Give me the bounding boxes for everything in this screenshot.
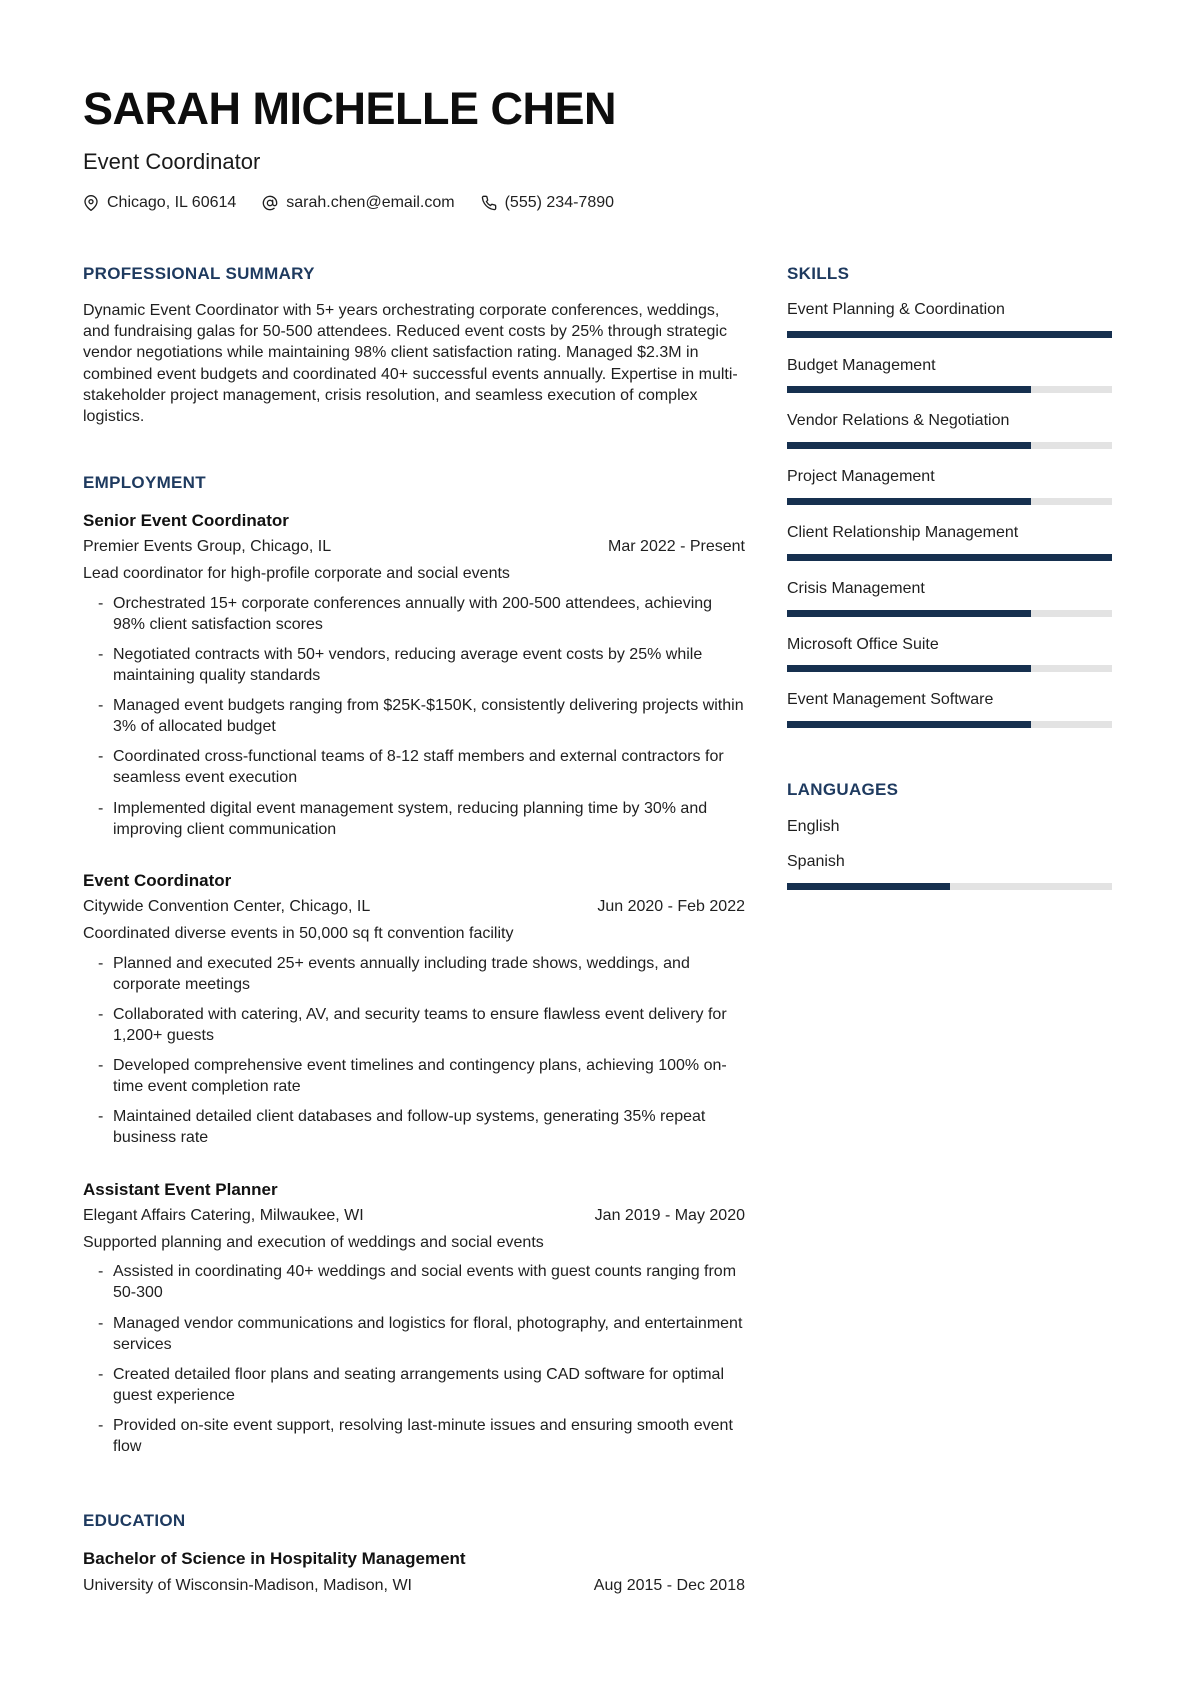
job-title: Senior Event Coordinator: [83, 510, 289, 530]
skill-bar-fill: [787, 610, 1031, 617]
education-degree: Bachelor of Science in Hospitality Management: [83, 1548, 466, 1568]
job-bullets: [98, 953, 745, 1149]
skill-bar-track: [787, 554, 1112, 561]
skill-label: Crisis Management: [787, 579, 925, 597]
job-title: Event Coordinator: [83, 870, 232, 890]
education-school: University of Wisconsin-Madison, Madison, WI: [83, 1576, 412, 1594]
job-bullet: - Orchestrated 15+ corporate conferences annually with 200-500 attendees, achieving 98% client satisfaction scores: [98, 593, 745, 635]
education-dates: Aug 2015 - Dec 2018: [593, 1576, 745, 1594]
job-dates: Jun 2020 - Feb 2022: [597, 898, 745, 916]
job-meta-row: [83, 537, 745, 558]
language-list: [787, 817, 1112, 891]
contact-row: [83, 194, 1112, 212]
resume-header: [83, 84, 1112, 212]
contact-location-text: Chicago, IL 60614: [107, 193, 237, 211]
job-bullet: - Planned and executed 25+ events annually including trade shows, weddings, and corporate meetings: [98, 953, 745, 995]
job-bullet: - Managed vendor communications and logistics for floral, photography, and entertainment services: [98, 1313, 745, 1355]
candidate-name: SARAH MICHELLE CHEN: [83, 83, 617, 134]
skill-item: [787, 690, 1112, 728]
contact-email-text: sarah.chen@email.com: [286, 193, 455, 211]
skill-bar-track: [787, 331, 1112, 338]
skill-bar-track: [787, 665, 1112, 672]
skill-label: Budget Management: [787, 356, 936, 374]
skill-label: Vendor Relations & Negotiation: [787, 412, 1010, 430]
skills-heading: SKILLS: [787, 263, 850, 283]
skill-bar-fill: [787, 442, 1031, 449]
employment-heading: EMPLOYMENT: [83, 473, 206, 493]
job-dates: Jan 2019 - May 2020: [594, 1206, 745, 1224]
skill-label: Project Management: [787, 468, 935, 486]
skill-item: [787, 852, 1112, 890]
skill-bar-fill: [787, 498, 1031, 505]
skill-bar-fill: [787, 331, 1112, 338]
skill-label: Client Relationship Management: [787, 524, 1019, 542]
skill-item: [787, 411, 1112, 449]
job-meta-row: [83, 1206, 745, 1227]
skill-bar-fill: [787, 721, 1031, 728]
skill-label: Event Planning & Coordination: [787, 300, 1005, 318]
skill-bar-fill: [787, 554, 1112, 561]
job-title: Assistant Event Planner: [83, 1179, 278, 1199]
skill-label: Spanish: [787, 853, 845, 871]
job-meta-row: [83, 897, 745, 918]
job-bullet: - Managed event budgets ranging from $25K-$150K, consistently delivering projects within 3% of allocated budget: [98, 695, 745, 737]
education-meta-row: [83, 1576, 745, 1597]
job-bullet: - Assisted in coordinating 40+ weddings and social events with guest counts ranging from 50-300: [98, 1261, 745, 1303]
skill-list: [787, 300, 1112, 728]
phone-icon: [481, 195, 497, 211]
skill-item: [787, 356, 1112, 394]
skill-item: [787, 467, 1112, 505]
section-employment: [83, 473, 745, 1457]
skill-bar-track: [787, 883, 1112, 890]
resume-columns: [83, 264, 1112, 1603]
sidebar-column: [787, 264, 1112, 1603]
candidate-title: Event Coordinator: [83, 148, 261, 174]
job-description: Supported planning and execution of weddings and social events: [83, 1233, 544, 1251]
contact-email: [262, 194, 454, 212]
job-entry: [83, 870, 745, 1149]
job-bullet: - Created detailed floor plans and seating arrangements using CAD software for optimal guest experience: [98, 1364, 745, 1406]
at-sign-icon: [262, 195, 278, 211]
job-company: Citywide Convention Center, Chicago, IL: [83, 898, 371, 916]
job-list: [83, 510, 745, 1457]
job-company: Premier Events Group, Chicago, IL: [83, 538, 332, 556]
skill-bar-track: [787, 610, 1112, 617]
main-column: [83, 264, 745, 1603]
job-bullet: - Implemented digital event management system, reducing planning time by 30% and improving client communication: [98, 798, 745, 840]
skill-bar-track: [787, 386, 1112, 393]
skill-bar-fill: [787, 665, 1031, 672]
job-description: Coordinated diverse events in 50,000 sq ft convention facility: [83, 924, 514, 942]
skill-bar-track: [787, 442, 1112, 449]
languages-heading: LANGUAGES: [787, 780, 899, 800]
job-bullet: - Developed comprehensive event timelines and contingency plans, achieving 100% on-time event completion rate: [98, 1055, 745, 1097]
skill-item: [787, 300, 1112, 338]
job-description: Lead coordinator for high-profile corporate and social events: [83, 564, 510, 582]
skill-item: [787, 635, 1112, 673]
skill-item: [787, 579, 1112, 617]
job-bullet: - Maintained detailed client databases and follow-up systems, generating 35% repeat business rate: [98, 1106, 745, 1148]
skill-label: Microsoft Office Suite: [787, 635, 939, 653]
skill-bar-track: [787, 498, 1112, 505]
skill-label: English: [787, 817, 840, 835]
job-bullet: - Negotiated contracts with 50+ vendors, reducing average event costs by 25% while maintaining quality standards: [98, 644, 745, 686]
job-bullet: - Provided on-site event support, resolving last-minute issues and ensuring smooth event flow: [98, 1415, 745, 1457]
contact-phone-text: (555) 234-7890: [504, 193, 615, 211]
job-bullets: [98, 593, 745, 840]
job-bullets: [98, 1261, 745, 1457]
contact-phone: [481, 194, 614, 212]
job-entry: [83, 1179, 745, 1458]
location-pin-icon: [83, 195, 99, 211]
skill-item: [787, 523, 1112, 561]
section-education: [83, 1511, 745, 1596]
section-skills: [787, 264, 1112, 729]
job-company: Elegant Affairs Catering, Milwaukee, WI: [83, 1206, 364, 1224]
education-heading: EDUCATION: [83, 1511, 186, 1531]
skill-item: [787, 817, 1112, 838]
skill-label: Event Management Software: [787, 691, 994, 709]
job-bullet: - Coordinated cross-functional teams of 8-12 staff members and external contractors for seamless event execution: [98, 746, 745, 788]
summary-text: Dynamic Event Coordinator with 5+ years orchestrating corporate conferences, weddings, and fundraising galas for 50-500 attendees. Reduced event costs by 25% through strategic vendor negotiations while maintaining 98% client satisfaction rating. Managed $2.3M in combined event budgets and coordinated 40+ successful events annually. Expertise in multi-stakeholder project management, crisis resolution, and seamless execution of complex logistics.: [83, 301, 738, 426]
skill-bar-track: [787, 721, 1112, 728]
skill-bar-fill: [787, 883, 950, 890]
job-entry: [83, 510, 745, 840]
job-bullet: - Collaborated with catering, AV, and security teams to ensure flawless event delivery for 1,200+ guests: [98, 1004, 745, 1046]
contact-location: [83, 194, 236, 212]
section-professional-summary: [83, 264, 745, 428]
job-dates: Mar 2022 - Present: [608, 538, 745, 556]
section-languages: [787, 780, 1112, 890]
summary-heading: PROFESSIONAL SUMMARY: [83, 263, 315, 283]
skill-bar-fill: [787, 386, 1031, 393]
